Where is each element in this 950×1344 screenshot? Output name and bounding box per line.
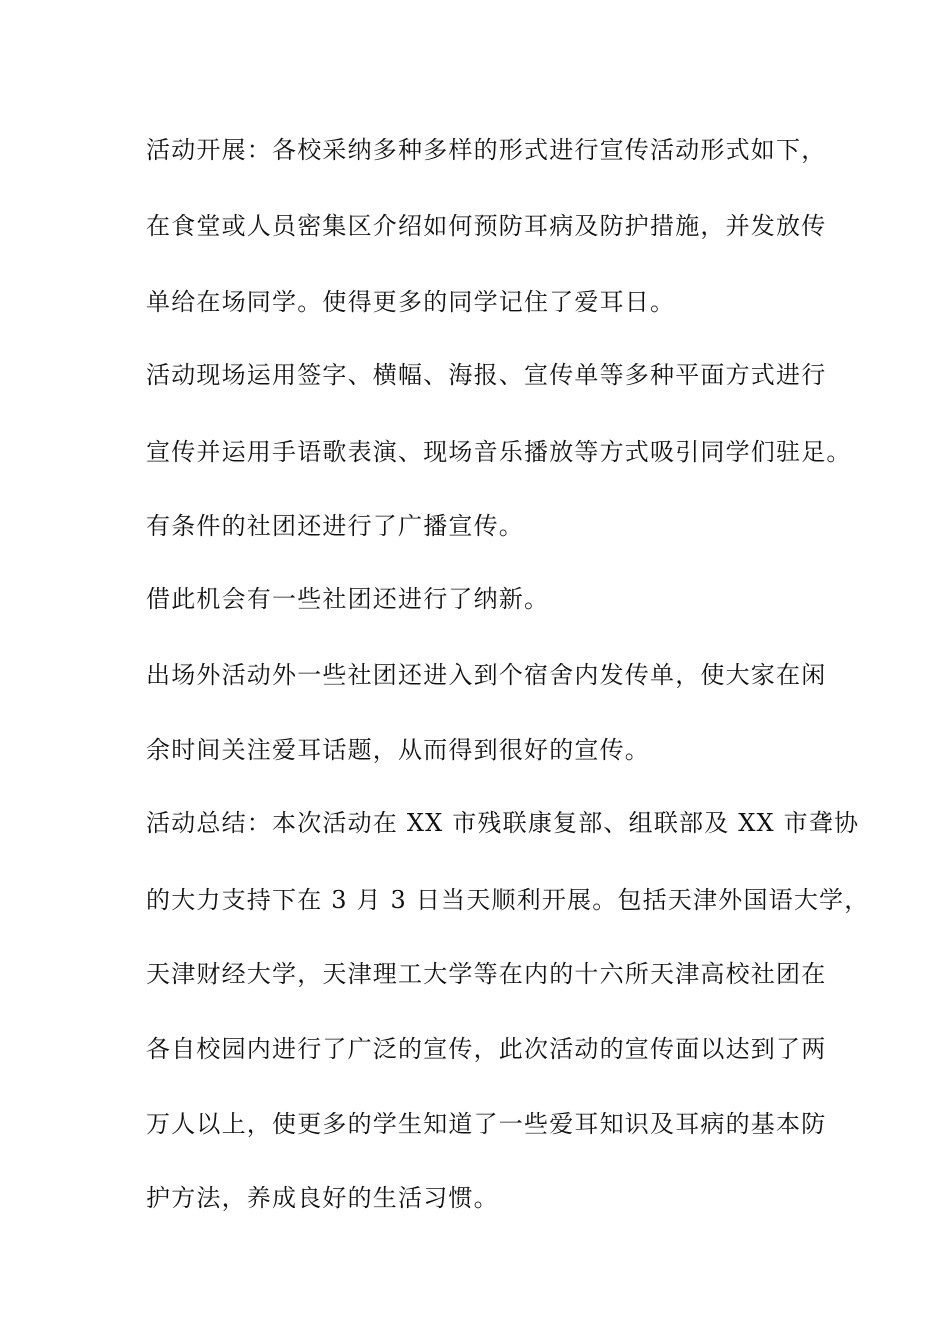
text-line: 在食堂或人员密集区介绍如何预防耳病及防护措施，并发放传 xyxy=(146,212,827,240)
text-line: 天津财经大学，天津理工大学等在内的十六所天津高校社团在 xyxy=(146,960,827,988)
text-line: 出场外活动外一些社团还进入到个宿舍内发传单，使大家在闲 xyxy=(146,661,827,689)
text-line: 借此机会有一些社团还进行了纳新。 xyxy=(146,585,550,613)
text-line: 活动总结：本次活动在 XX 市残联康复部、组联部及 XX 市聋协 xyxy=(146,809,860,837)
text-line: 各自校园内进行了广泛的宣传，此次活动的宣传面以达到了两 xyxy=(146,1035,827,1063)
text-line: 的大力支持下在 3 月 3 日当天顺利开展。包括天津外国语大学， xyxy=(146,886,870,914)
text-line: 护方法，养成良好的生活习惯。 xyxy=(146,1184,499,1212)
text-line: 活动开展：各校采纳多种多样的形式进行宣传活动形式如下， xyxy=(146,136,827,164)
text-line: 有条件的社团还进行了广播宣传。 xyxy=(146,512,524,540)
text-line: 活动现场运用签字、横幅、海报、宣传单等多种平面方式进行 xyxy=(146,361,827,389)
text-line: 余时间关注爱耳话题，从而得到很好的宣传。 xyxy=(146,736,650,764)
text-line: 万人以上，使更多的学生知道了一些爱耳知识及耳病的基本防 xyxy=(146,1110,827,1138)
text-line: 宣传并运用手语歌表演、现场音乐播放等方式吸引同学们驻足。 xyxy=(146,438,852,466)
text-line: 单给在场同学。使得更多的同学记住了爱耳日。 xyxy=(146,288,676,316)
